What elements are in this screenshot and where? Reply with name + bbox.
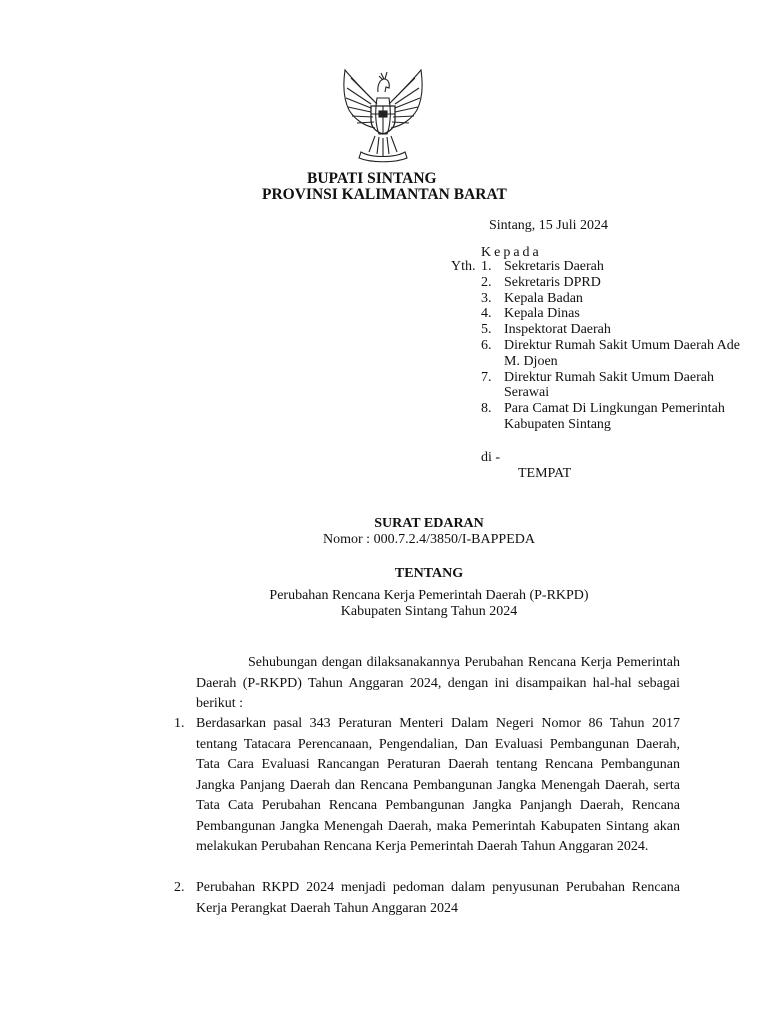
subject-line-2: Kabupaten Sintang Tahun 2024: [340, 604, 518, 619]
recipient-item: [481, 275, 741, 291]
recipient-number: 8.: [481, 401, 492, 417]
numbered-item: [174, 878, 680, 919]
recipient-number: 1.: [481, 259, 492, 274]
recipient-item: [481, 322, 741, 338]
item-number: 1.: [174, 716, 185, 731]
recipient-number: 4.: [481, 306, 492, 322]
recipient-item: [481, 259, 741, 275]
garuda-emblem-icon: [337, 64, 429, 164]
recipient-item: [481, 306, 741, 322]
recipient-name: Sekretaris Daerah: [504, 259, 604, 274]
recipient-name: Direktur Rumah Sakit Umum Daerah Ade M. Djoen: [504, 337, 741, 369]
recipient-name: Sekretaris DPRD: [504, 274, 601, 290]
recipient-name: Para Camat Di Lingkungan Pemerintah Kabupaten Sintang: [504, 401, 725, 432]
recipient-item: [481, 338, 741, 370]
tentang-heading: TENTANG: [394, 566, 464, 581]
intro-paragraph: Sehubungan dengan dilaksanakannya Perubahan Rencana Kerja Pemerintah Daerah (P-RKPD) Tahun Anggaran 2024, dengan ini disampaikan hal-hal sebagai berikut :: [196, 655, 680, 711]
item-text: Perubahan RKPD 2024 menjadi pedoman dalam penyusunan Perubahan Rencana Kerja Perangkat Daerah Tahun Anggaran 2024: [196, 880, 680, 916]
recipient-item: [481, 291, 741, 307]
recipient-name: Kepala Badan: [504, 290, 583, 306]
recipient-name: Kepala Dinas: [504, 306, 580, 322]
recipient-number: 7.: [481, 369, 492, 385]
kepada-label: Kepada: [481, 245, 542, 260]
recipient-number: 6.: [481, 337, 492, 353]
recipient-number: 3.: [481, 290, 492, 306]
recipient-number: 2.: [481, 274, 492, 290]
item-number: 2.: [174, 880, 185, 895]
numbered-item: [174, 714, 680, 858]
recipient-name: Direktur Rumah Sakit Umum Daerah Serawai: [504, 369, 714, 401]
item-text: Berdasarkan pasal 343 Peraturan Menteri Dalam Negeri Nomor 86 Tahun 2017 tentang Tatacara Perencanaan, Pengendalian, Dan Evaluasi Pembangunan Daerah, Tata Cara Evaluasi Rancangan Peraturan Daerah tentang Rencana Pembangunan Jangka Panjang Daerah dan Rencana Pembangunan Jangka Menengah Daerah, serta Tata Cata Perubahan Rencana Pembangunan Jangka Panjangh Daerah, Rencana Pembangunan Jangka Menengah Daerah, maka Pemerintah Kabupaten Sintang akan melakukan Perubahan Rencana Kerja Pemerintah Daerah Tahun Anggaran 2024.: [196, 716, 680, 854]
recipient-item: [481, 370, 741, 402]
subject-line-1: Perubahan Rencana Kerja Pemerintah Daerah (P-RKPD): [269, 588, 589, 603]
tempat-label: TEMPAT: [518, 466, 572, 481]
letterhead-title: BUPATI SINTANG: [307, 170, 437, 187]
di-label: di -: [481, 450, 501, 465]
letter-date: Sintang, 15 Juli 2024: [489, 218, 609, 233]
recipient-list: [481, 259, 741, 433]
letterhead-province: PROVINSI KALIMANTAN BARAT: [262, 186, 507, 203]
recipient-number: 5.: [481, 322, 492, 338]
yth-label: Yth.: [451, 259, 476, 274]
circular-number: Nomor : 000.7.2.4/3850/I-BAPPEDA: [323, 532, 535, 547]
recipient-item: [481, 401, 741, 433]
circular-title: SURAT EDARAN: [374, 516, 484, 531]
recipient-name: Inspektorat Daerah: [504, 322, 611, 338]
